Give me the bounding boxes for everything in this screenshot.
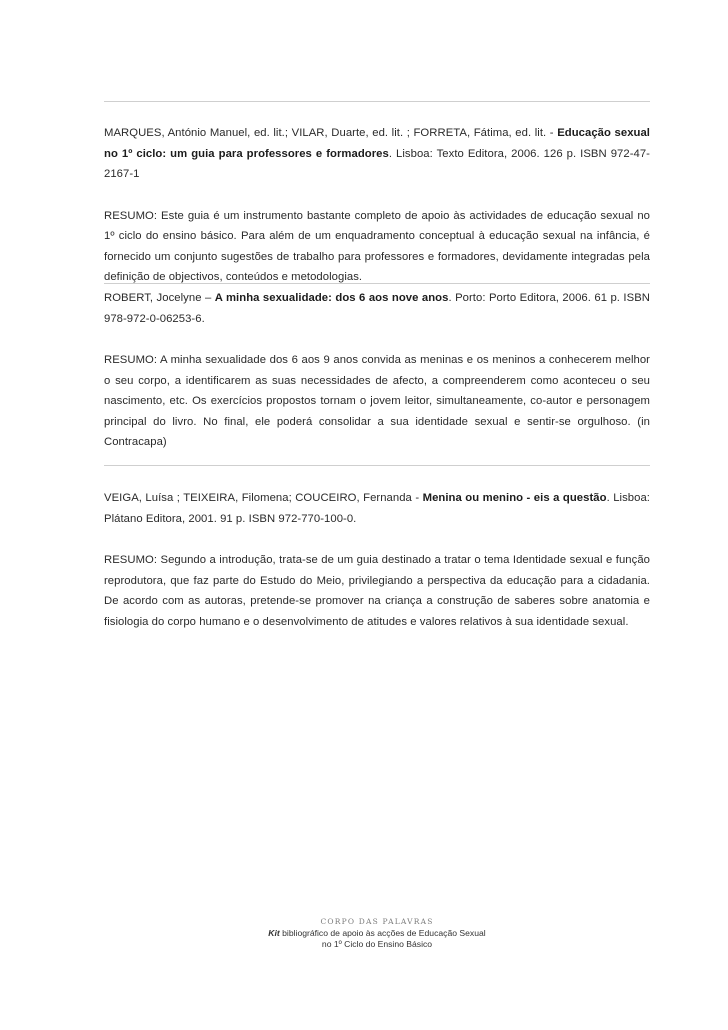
- citation-authors: VEIGA, Luísa ; TEIXEIRA, Filomena; COUCEIRO, Fernanda -: [104, 492, 423, 504]
- bibliography-entry: [104, 288, 650, 453]
- footer-line-1: [104, 928, 650, 940]
- citation: [104, 288, 650, 329]
- footer-line-1-text: bibliográfico de apoio às acções de Educação Sexual: [279, 927, 486, 938]
- footer-kit-word: Kit: [268, 927, 280, 938]
- citation-title: Menina ou menino - eis a questão: [422, 492, 607, 504]
- page-footer: [104, 916, 650, 951]
- citation-title: Educação sexual no 1º ciclo: um guia para professores e formadores: [104, 127, 650, 160]
- document-page: [104, 0, 650, 1030]
- summary: RESUMO: Este guia é um instrumento bastante completo de apoio às actividades de educação sexual no 1º ciclo do ensino básico. Para além de um enquadramento conceptual à educação sexual na infância, é fornecido um conjunto sugestões de trabalho para professores e formadores, devidamente integradas pela definição de objectivos, conteúdos e metodologias.: [104, 209, 650, 283]
- citation: [104, 123, 650, 185]
- footer-line-2: no 1º Ciclo do Ensino Básico: [321, 939, 433, 949]
- citation-authors: ROBERT, Jocelyne –: [104, 292, 215, 304]
- summary: RESUMO: A minha sexualidade dos 6 aos 9 anos convida as meninas e os meninos a conhecerem melhor o seu corpo, a identificarem as suas necessidades de afecto, a compreenderem como aconteceu o seu nascimento, etc. Os exercícios propostos tornam o jovem leitor, simultaneamente, co-autor e personagem principal do livro. No final, ele poderá consolidar a sua identidade sexual e sentir-se orgulhoso. (in Contracapa): [104, 354, 650, 448]
- summary: RESUMO: Segundo a introdução, trata-se de um guia destinado a tratar o tema Identidade sexual e função reprodutora, que faz parte do Estudo do Meio, privilegiando a perspectiva da educação para a cidadania. De acordo com as autoras, pretende-se promover na criança a construção de saberes sobre anatomia e fisiologia do corpo humano e o desenvolvimento de atitudes e valores relativos à sua identidade sexual.: [104, 554, 650, 628]
- citation-title: A minha sexualidade: dos 6 aos nove anos: [214, 292, 449, 304]
- bibliography-entry: [104, 123, 650, 288]
- separator-line: [104, 101, 650, 102]
- citation-publication: . Porto: Porto Editora, 2006. 61 p. ISBN 978-972-0-06253-6.: [104, 292, 650, 325]
- footer-brand: CORPO DAS PALAVRAS: [320, 917, 434, 926]
- separator-line: [104, 283, 650, 284]
- bibliography-entry: [104, 488, 650, 632]
- separator-line: [104, 465, 650, 466]
- citation: [104, 488, 650, 529]
- citation-authors: MARQUES, António Manuel, ed. lit.; VILAR, Duarte, ed. lit. ; FORRETA, Fátima, ed. lit. -: [104, 127, 558, 139]
- citation-publication: . Lisboa: Texto Editora, 2006. 126 p. ISBN 972-47-2167-1: [104, 147, 650, 180]
- citation-publication: . Lisboa: Plátano Editora, 2001. 91 p. ISBN 972-770-100-0.: [104, 492, 650, 525]
